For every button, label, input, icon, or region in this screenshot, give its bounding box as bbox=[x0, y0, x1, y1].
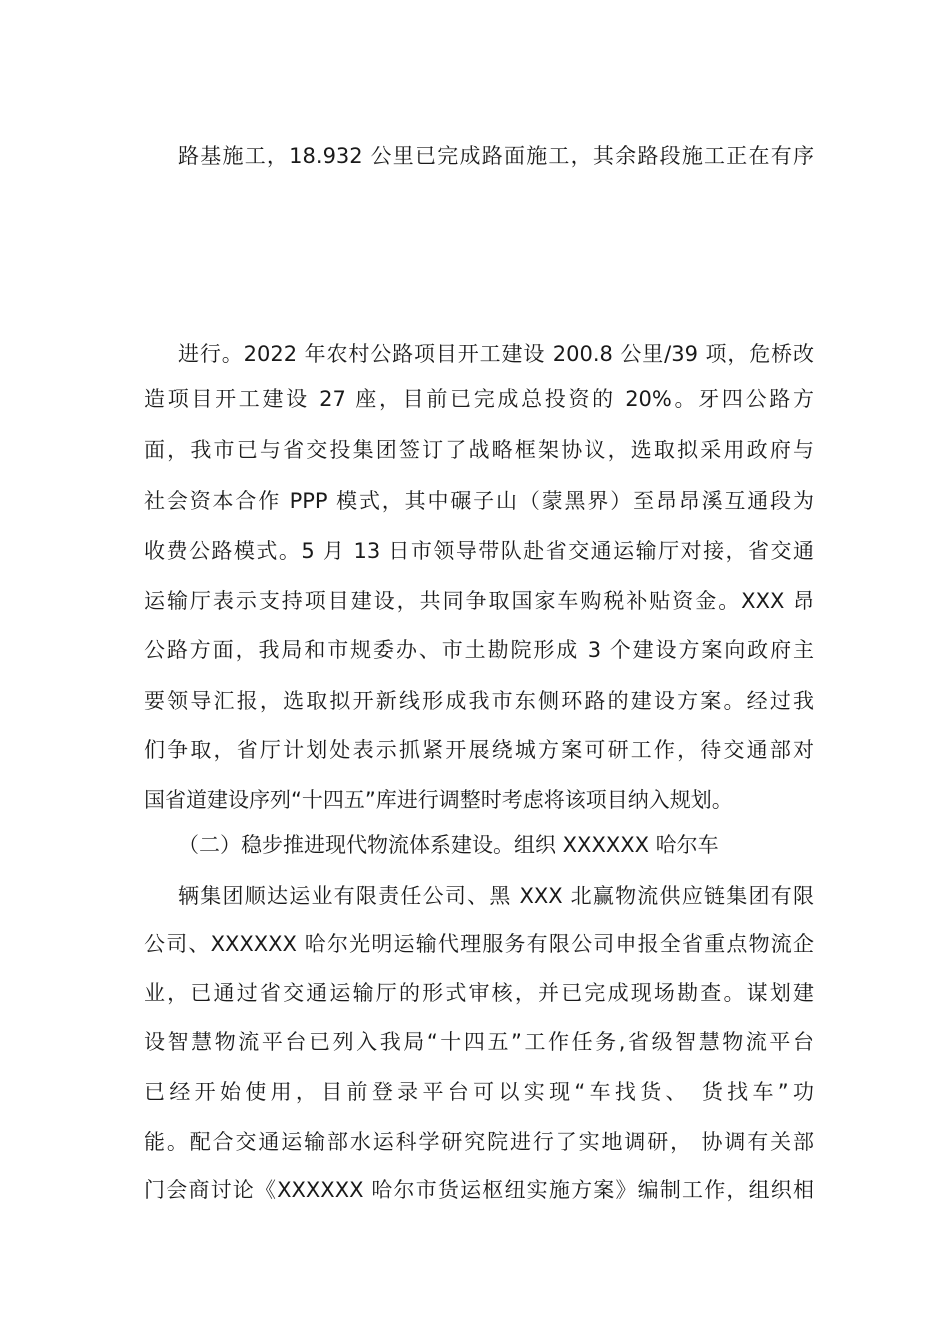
paragraph-line: 进行。2022 年农村公路项目开工建设 200.8 公里/39 项，危桥改 bbox=[178, 342, 814, 366]
paragraph-line: 公司、XXXXXX 哈尔光明运输代理服务有限公司申报全省重点物流企 bbox=[144, 932, 814, 956]
paragraph-line: 运输厅表示支持项目建设，共同争取国家车购税补贴资金。XXX 昂 bbox=[144, 589, 814, 613]
section-heading-line: （二）稳步推进现代物流体系建设。组织 XXXXXX 哈尔车 bbox=[178, 833, 719, 857]
paragraph-line: 门会商讨论《XXXXXX 哈尔市货运枢纽实施方案》编制工作，组织相 bbox=[144, 1178, 814, 1202]
paragraph-line: 路基施工，18.932 公里已完成路面施工，其余路段施工正在有序 bbox=[178, 144, 814, 168]
paragraph-line: 已经开始使用，目前登录平台可以实现“车找货、 货找车”功 bbox=[144, 1080, 814, 1104]
paragraph-line: 公路方面，我局和市规委办、市土勘院形成 3 个建设方案向政府主 bbox=[144, 638, 814, 662]
paragraph-line: 面，我市已与省交投集团签订了战略框架协议，选取拟采用政府与 bbox=[144, 438, 814, 462]
paragraph-line: 收费公路模式。5 月 13 日市领导带队赴省交通运输厅对接，省交通 bbox=[144, 539, 814, 563]
paragraph-line: 辆集团顺达运业有限责任公司、黑 XXX 北赢物流供应链集团有限 bbox=[178, 884, 814, 908]
paragraph-line: 造项目开工建设 27 座，目前已完成总投资的 20%。牙四公路方 bbox=[144, 387, 814, 411]
paragraph-line: 社会资本合作 PPP 模式，其中碾子山（蒙黑界）至昂昂溪互通段为 bbox=[144, 489, 814, 513]
paragraph-line: 设智慧物流平台已列入我局“十四五”工作任务,省级智慧物流平台 bbox=[144, 1030, 814, 1054]
paragraph-line: 要领导汇报，选取拟开新线形成我市东侧环路的建设方案。经过我 bbox=[144, 689, 814, 713]
paragraph-line: 们争取，省厅计划处表示抓紧开展绕城方案可研工作，待交通部对 bbox=[144, 738, 814, 762]
paragraph-line: 国省道建设序列“十四五”库进行调整时考虑将该项目纳入规划。 bbox=[144, 788, 733, 812]
paragraph-line: 业，已通过省交通运输厅的形式审核，并已完成现场勘查。谋划建 bbox=[144, 981, 814, 1005]
paragraph-line: 能。配合交通运输部水运科学研究院进行了实地调研， 协调有关部 bbox=[144, 1130, 814, 1154]
